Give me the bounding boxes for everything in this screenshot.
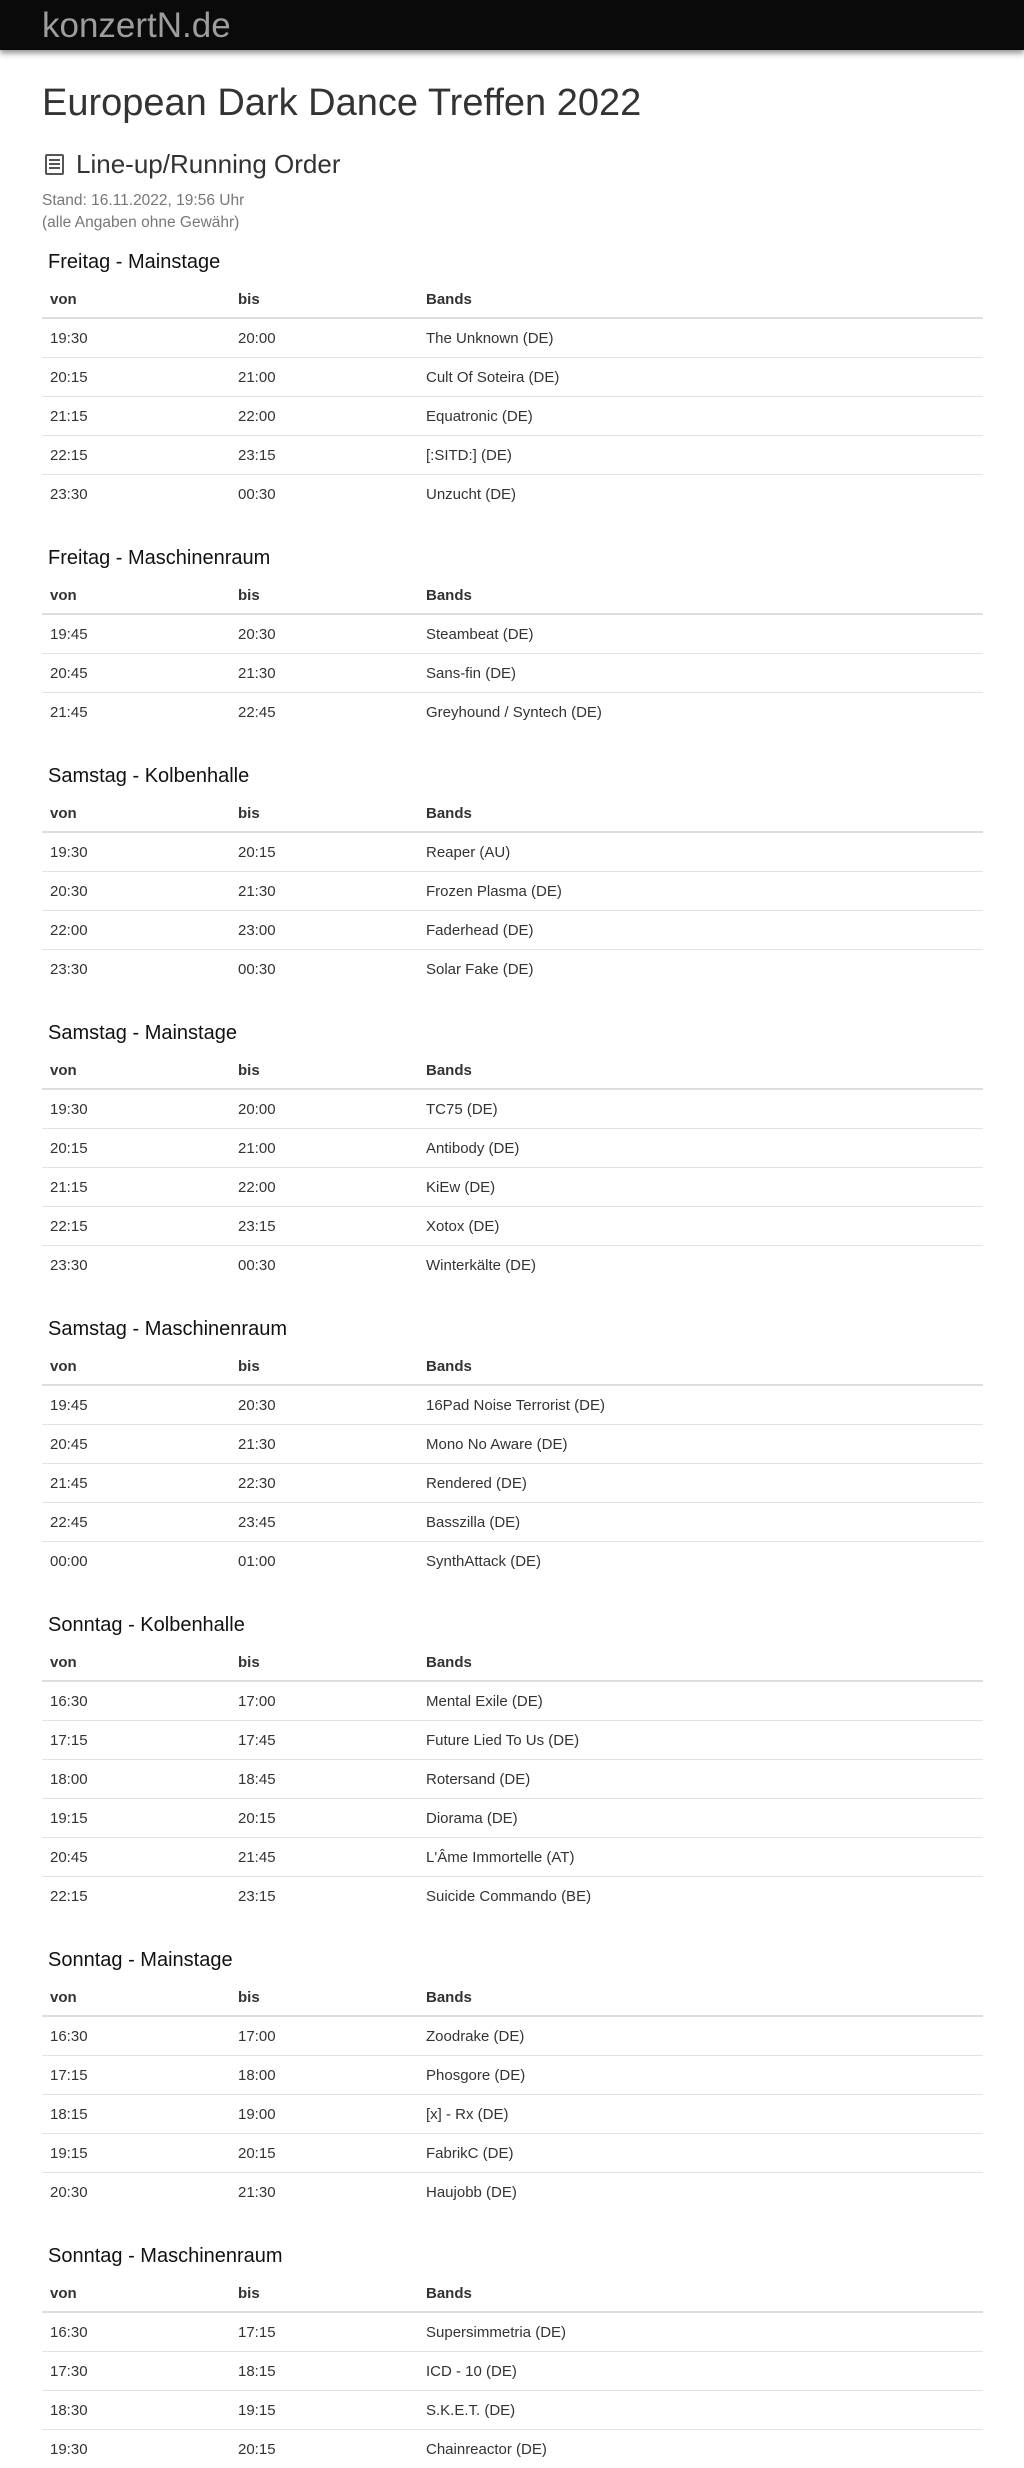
table-header-row bbox=[42, 1979, 983, 2016]
band-cell: Mental Exile (DE) bbox=[418, 1681, 983, 1721]
start-time-cell: 17:15 bbox=[42, 1721, 230, 1760]
column-header-from: von bbox=[42, 1052, 230, 1089]
table-row bbox=[42, 475, 983, 514]
column-header-from: von bbox=[42, 2275, 230, 2312]
schedule-section bbox=[42, 2242, 982, 2468]
table-row bbox=[42, 2095, 983, 2134]
table-row bbox=[42, 2173, 983, 2212]
schedule-section bbox=[42, 1946, 982, 2211]
table-header-row bbox=[42, 1348, 983, 1385]
column-header-bands: Bands bbox=[418, 2275, 983, 2312]
start-time-cell: 18:00 bbox=[42, 1760, 230, 1799]
table-row bbox=[42, 614, 983, 654]
start-time-cell: 19:15 bbox=[42, 1799, 230, 1838]
page-title: European Dark Dance Treffen 2022 bbox=[42, 80, 982, 126]
column-header-from: von bbox=[42, 1348, 230, 1385]
end-time-cell: 18:15 bbox=[230, 2352, 418, 2391]
column-header-to: bis bbox=[230, 2275, 418, 2312]
table-row bbox=[42, 1760, 983, 1799]
column-header-to: bis bbox=[230, 1979, 418, 2016]
end-time-cell: 20:30 bbox=[230, 1385, 418, 1425]
start-time-cell: 19:15 bbox=[42, 2134, 230, 2173]
end-time-cell: 23:15 bbox=[230, 1877, 418, 1916]
schedule-section bbox=[42, 248, 982, 513]
section-title: Samstag - Mainstage bbox=[42, 1019, 982, 1047]
end-time-cell: 21:45 bbox=[230, 1838, 418, 1877]
band-cell: SynthAttack (DE) bbox=[418, 1542, 983, 1581]
column-header-from: von bbox=[42, 1979, 230, 2016]
table-header-row bbox=[42, 795, 983, 832]
table-row bbox=[42, 1721, 983, 1760]
end-time-cell: 21:30 bbox=[230, 872, 418, 911]
start-time-cell: 20:30 bbox=[42, 2173, 230, 2212]
start-time-cell: 21:45 bbox=[42, 1464, 230, 1503]
end-time-cell: 23:00 bbox=[230, 911, 418, 950]
band-cell: Sans-fin (DE) bbox=[418, 654, 983, 693]
column-header-bands: Bands bbox=[418, 795, 983, 832]
schedule-section bbox=[42, 544, 982, 731]
start-time-cell: 22:15 bbox=[42, 436, 230, 475]
schedule-table bbox=[42, 2275, 983, 2468]
table-header-row bbox=[42, 281, 983, 318]
table-header-row bbox=[42, 1052, 983, 1089]
start-time-cell: 20:15 bbox=[42, 358, 230, 397]
start-time-cell: 22:15 bbox=[42, 1207, 230, 1246]
table-header-row bbox=[42, 1644, 983, 1681]
band-cell: 16Pad Noise Terrorist (DE) bbox=[418, 1385, 983, 1425]
band-cell: Rotersand (DE) bbox=[418, 1760, 983, 1799]
end-time-cell: 00:30 bbox=[230, 1246, 418, 1285]
start-time-cell: 22:15 bbox=[42, 1877, 230, 1916]
end-time-cell: 21:30 bbox=[230, 654, 418, 693]
start-time-cell: 20:45 bbox=[42, 1425, 230, 1464]
column-header-to: bis bbox=[230, 1052, 418, 1089]
table-row bbox=[42, 872, 983, 911]
table-row bbox=[42, 2056, 983, 2095]
band-cell: [:SITD:] (DE) bbox=[418, 436, 983, 475]
end-time-cell: 20:00 bbox=[230, 1089, 418, 1129]
table-row bbox=[42, 1542, 983, 1581]
start-time-cell: 18:15 bbox=[42, 2095, 230, 2134]
end-time-cell: 17:00 bbox=[230, 1681, 418, 1721]
band-cell: Future Lied To Us (DE) bbox=[418, 1721, 983, 1760]
start-time-cell: 00:00 bbox=[42, 1542, 230, 1581]
schedule-section bbox=[42, 1019, 982, 1284]
end-time-cell: 21:00 bbox=[230, 1129, 418, 1168]
end-time-cell: 19:15 bbox=[230, 2391, 418, 2430]
start-time-cell: 22:00 bbox=[42, 911, 230, 950]
table-row bbox=[42, 318, 983, 358]
band-cell: Supersimmetria (DE) bbox=[418, 2312, 983, 2352]
schedule-table bbox=[42, 1348, 983, 1580]
main-content bbox=[0, 80, 1024, 2468]
table-row bbox=[42, 2352, 983, 2391]
end-time-cell: 23:15 bbox=[230, 1207, 418, 1246]
table-row bbox=[42, 832, 983, 872]
disclaimer-text: (alle Angaben ohne Gewähr) bbox=[42, 212, 982, 234]
start-time-cell: 17:30 bbox=[42, 2352, 230, 2391]
table-row bbox=[42, 654, 983, 693]
end-time-cell: 23:45 bbox=[230, 1503, 418, 1542]
stand-text: Stand: 16.11.2022, 19:56 Uhr bbox=[42, 190, 982, 212]
section-title: Samstag - Kolbenhalle bbox=[42, 762, 982, 790]
end-time-cell: 19:00 bbox=[230, 2095, 418, 2134]
section-title: Freitag - Mainstage bbox=[42, 248, 982, 276]
band-cell: Suicide Commando (BE) bbox=[418, 1877, 983, 1916]
table-row bbox=[42, 1799, 983, 1838]
end-time-cell: 20:15 bbox=[230, 2430, 418, 2468]
band-cell: Diorama (DE) bbox=[418, 1799, 983, 1838]
band-cell: Steambeat (DE) bbox=[418, 614, 983, 654]
end-time-cell: 01:00 bbox=[230, 1542, 418, 1581]
end-time-cell: 17:15 bbox=[230, 2312, 418, 2352]
table-row bbox=[42, 950, 983, 989]
start-time-cell: 16:30 bbox=[42, 1681, 230, 1721]
table-row bbox=[42, 1246, 983, 1285]
table-row bbox=[42, 1681, 983, 1721]
band-cell: S.K.E.T. (DE) bbox=[418, 2391, 983, 2430]
start-time-cell: 23:30 bbox=[42, 475, 230, 514]
lineup-heading bbox=[42, 148, 982, 180]
band-cell: Unzucht (DE) bbox=[418, 475, 983, 514]
end-time-cell: 23:15 bbox=[230, 436, 418, 475]
band-cell: Rendered (DE) bbox=[418, 1464, 983, 1503]
start-time-cell: 21:15 bbox=[42, 1168, 230, 1207]
table-header-row bbox=[42, 2275, 983, 2312]
column-header-bands: Bands bbox=[418, 1052, 983, 1089]
start-time-cell: 16:30 bbox=[42, 2016, 230, 2056]
table-row bbox=[42, 1385, 983, 1425]
band-cell: Haujobb (DE) bbox=[418, 2173, 983, 2212]
table-row bbox=[42, 2016, 983, 2056]
table-row bbox=[42, 1464, 983, 1503]
band-cell: Chainreactor (DE) bbox=[418, 2430, 983, 2468]
start-time-cell: 18:30 bbox=[42, 2391, 230, 2430]
end-time-cell: 22:45 bbox=[230, 693, 418, 732]
column-header-bands: Bands bbox=[418, 577, 983, 614]
band-cell: Cult Of Soteira (DE) bbox=[418, 358, 983, 397]
table-row bbox=[42, 1838, 983, 1877]
band-cell: Solar Fake (DE) bbox=[418, 950, 983, 989]
table-row bbox=[42, 2430, 983, 2468]
start-time-cell: 21:45 bbox=[42, 693, 230, 732]
end-time-cell: 21:30 bbox=[230, 2173, 418, 2212]
schedule-table bbox=[42, 1979, 983, 2211]
schedule-sections bbox=[42, 248, 982, 2468]
lineup-heading-text: Line-up/Running Order bbox=[76, 149, 341, 180]
table-row bbox=[42, 1129, 983, 1168]
band-cell: Mono No Aware (DE) bbox=[418, 1425, 983, 1464]
end-time-cell: 00:30 bbox=[230, 950, 418, 989]
start-time-cell: 23:30 bbox=[42, 950, 230, 989]
start-time-cell: 23:30 bbox=[42, 1246, 230, 1285]
start-time-cell: 19:30 bbox=[42, 318, 230, 358]
info-block bbox=[42, 190, 982, 234]
table-row bbox=[42, 1425, 983, 1464]
start-time-cell: 19:45 bbox=[42, 1385, 230, 1425]
column-header-to: bis bbox=[230, 281, 418, 318]
band-cell: FabrikC (DE) bbox=[418, 2134, 983, 2173]
table-row bbox=[42, 2312, 983, 2352]
end-time-cell: 18:00 bbox=[230, 2056, 418, 2095]
schedule-table bbox=[42, 1052, 983, 1284]
start-time-cell: 20:30 bbox=[42, 872, 230, 911]
schedule-section bbox=[42, 1315, 982, 1580]
band-cell: Winterkälte (DE) bbox=[418, 1246, 983, 1285]
column-header-bands: Bands bbox=[418, 1979, 983, 2016]
column-header-to: bis bbox=[230, 577, 418, 614]
end-time-cell: 21:00 bbox=[230, 358, 418, 397]
schedule-section bbox=[42, 762, 982, 988]
band-cell: Faderhead (DE) bbox=[418, 911, 983, 950]
end-time-cell: 20:15 bbox=[230, 832, 418, 872]
table-row bbox=[42, 1877, 983, 1916]
table-row bbox=[42, 2391, 983, 2430]
band-cell: TC75 (DE) bbox=[418, 1089, 983, 1129]
column-header-bands: Bands bbox=[418, 281, 983, 318]
band-cell: Equatronic (DE) bbox=[418, 397, 983, 436]
table-row bbox=[42, 436, 983, 475]
table-row bbox=[42, 1503, 983, 1542]
column-header-bands: Bands bbox=[418, 1644, 983, 1681]
end-time-cell: 21:30 bbox=[230, 1425, 418, 1464]
list-icon bbox=[45, 154, 64, 175]
table-row bbox=[42, 1089, 983, 1129]
band-cell: L'Âme Immortelle (AT) bbox=[418, 1838, 983, 1877]
column-header-from: von bbox=[42, 1644, 230, 1681]
table-header-row bbox=[42, 577, 983, 614]
table-row bbox=[42, 911, 983, 950]
table-row bbox=[42, 2134, 983, 2173]
start-time-cell: 19:30 bbox=[42, 2430, 230, 2468]
band-cell: Greyhound / Syntech (DE) bbox=[418, 693, 983, 732]
brand-link[interactable]: konzertN.de bbox=[42, 4, 231, 48]
band-cell: Zoodrake (DE) bbox=[418, 2016, 983, 2056]
band-cell: Frozen Plasma (DE) bbox=[418, 872, 983, 911]
end-time-cell: 17:45 bbox=[230, 1721, 418, 1760]
schedule-table bbox=[42, 1644, 983, 1915]
table-row bbox=[42, 397, 983, 436]
section-title: Sonntag - Maschinenraum bbox=[42, 2242, 982, 2270]
section-title: Freitag - Maschinenraum bbox=[42, 544, 982, 572]
start-time-cell: 22:45 bbox=[42, 1503, 230, 1542]
band-cell: ICD - 10 (DE) bbox=[418, 2352, 983, 2391]
section-title: Sonntag - Kolbenhalle bbox=[42, 1611, 982, 1639]
start-time-cell: 19:45 bbox=[42, 614, 230, 654]
table-row bbox=[42, 693, 983, 732]
band-cell: The Unknown (DE) bbox=[418, 318, 983, 358]
start-time-cell: 21:15 bbox=[42, 397, 230, 436]
column-header-to: bis bbox=[230, 1348, 418, 1385]
end-time-cell: 17:00 bbox=[230, 2016, 418, 2056]
band-cell: KiEw (DE) bbox=[418, 1168, 983, 1207]
start-time-cell: 20:45 bbox=[42, 654, 230, 693]
band-cell: Reaper (AU) bbox=[418, 832, 983, 872]
start-time-cell: 20:15 bbox=[42, 1129, 230, 1168]
start-time-cell: 17:15 bbox=[42, 2056, 230, 2095]
column-header-to: bis bbox=[230, 1644, 418, 1681]
column-header-from: von bbox=[42, 281, 230, 318]
schedule-section bbox=[42, 1611, 982, 1915]
schedule-table bbox=[42, 795, 983, 988]
end-time-cell: 22:30 bbox=[230, 1464, 418, 1503]
column-header-from: von bbox=[42, 795, 230, 832]
section-title: Sonntag - Mainstage bbox=[42, 1946, 982, 1974]
end-time-cell: 20:15 bbox=[230, 1799, 418, 1838]
start-time-cell: 16:30 bbox=[42, 2312, 230, 2352]
band-cell: Phosgore (DE) bbox=[418, 2056, 983, 2095]
table-row bbox=[42, 358, 983, 397]
column-header-from: von bbox=[42, 577, 230, 614]
end-time-cell: 20:15 bbox=[230, 2134, 418, 2173]
schedule-table bbox=[42, 281, 983, 513]
start-time-cell: 20:45 bbox=[42, 1838, 230, 1877]
end-time-cell: 00:30 bbox=[230, 475, 418, 514]
schedule-table bbox=[42, 577, 983, 731]
band-cell: [x] - Rx (DE) bbox=[418, 2095, 983, 2134]
start-time-cell: 19:30 bbox=[42, 1089, 230, 1129]
end-time-cell: 18:45 bbox=[230, 1760, 418, 1799]
band-cell: Xotox (DE) bbox=[418, 1207, 983, 1246]
end-time-cell: 22:00 bbox=[230, 397, 418, 436]
table-row bbox=[42, 1168, 983, 1207]
top-navbar bbox=[0, 0, 1024, 50]
start-time-cell: 19:30 bbox=[42, 832, 230, 872]
end-time-cell: 20:30 bbox=[230, 614, 418, 654]
band-cell: Antibody (DE) bbox=[418, 1129, 983, 1168]
table-row bbox=[42, 1207, 983, 1246]
section-title: Samstag - Maschinenraum bbox=[42, 1315, 982, 1343]
band-cell: Basszilla (DE) bbox=[418, 1503, 983, 1542]
end-time-cell: 22:00 bbox=[230, 1168, 418, 1207]
column-header-to: bis bbox=[230, 795, 418, 832]
end-time-cell: 20:00 bbox=[230, 318, 418, 358]
column-header-bands: Bands bbox=[418, 1348, 983, 1385]
